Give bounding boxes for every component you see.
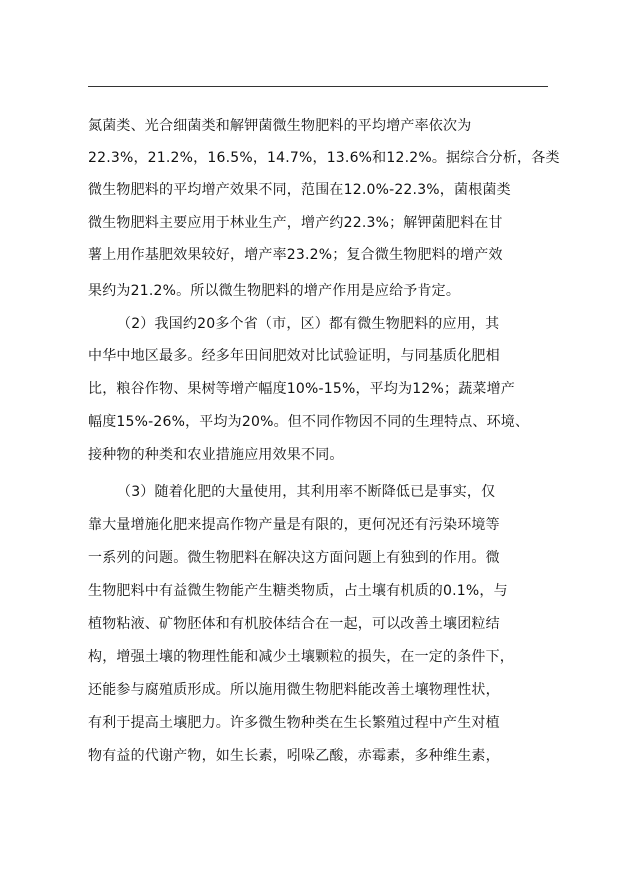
text-line: 中华中地区最多。经多年田间肥效对比试验证明，与同基质化肥相 (88, 348, 500, 364)
text-line: 接种物的种类和农业措施应用效果不同。 (88, 447, 344, 463)
paragraph-3-first-line: （3）随着化肥的大量使用，其利用率不断降低已是事实，仅 (117, 484, 496, 500)
text-line: 生物肥料中有益微生物能产生糖类物质，占土壤有机质的0.1%，与 (88, 583, 508, 599)
paragraph-2-first-line: （2）我国约20多个省（市，区）都有微生物肥料的应用，其 (117, 316, 500, 332)
header-rule (88, 86, 548, 87)
text-line: 构，增强土壤的物理性能和减少土壤颗粒的损失，在一定的条件下， (88, 649, 514, 665)
text-line: 靠大量增施化肥来提高作物产量是有限的，更何况还有污染环境等 (88, 517, 500, 533)
text-line: 微生物肥料主要应用于林业生产，增产约22.3%；解钾菌肥料在甘 (88, 215, 503, 231)
text-line: 物有益的代谢产物，如生长素，吲哚乙酸，赤霉素，多种维生素， (88, 748, 500, 764)
text-line: 还能参与腐殖质形成。所以施用微生物肥料能改善土壤物理性状， (88, 682, 500, 698)
text-line: 微生物肥料的平均增产效果不同，范围在12.0%-22.3%，菌根菌类 (88, 182, 511, 198)
text-line: 植物粘液、矿物胚体和有机胶体结合在一起，可以改善土壤团粒结 (88, 616, 500, 632)
text-line: 幅度15%-26%，平均为20%。但不同作物因不同的生理特点、环境、 (88, 414, 530, 430)
text-line: 比，粮谷作物、果树等增产幅度10%-15%，平均为12%；蔬菜增产 (88, 381, 516, 397)
text-line: 一系列的问题。微生物肥料在解决这方面问题上有独到的作用。微 (88, 550, 500, 566)
text-line: 氮菌类、光合细菌类和解钾菌微生物肥料的平均增产率依次为 (88, 118, 472, 134)
text-line: 22.3%，21.2%，16.5%，14.7%，13.6%和12.2%。据综合分析，各类 (88, 150, 560, 166)
text-line: 薯上用作基肥效果较好，增产率23.2%；复合微生物肥料的增产效 (88, 247, 503, 263)
text-line: 果约为21.2%。所以微生物肥料的增产作用是应给予肯定。 (88, 283, 461, 299)
text-line: 有利于提高土壤肥力。许多微生物种类在生长繁殖过程中产生对植 (88, 715, 500, 731)
